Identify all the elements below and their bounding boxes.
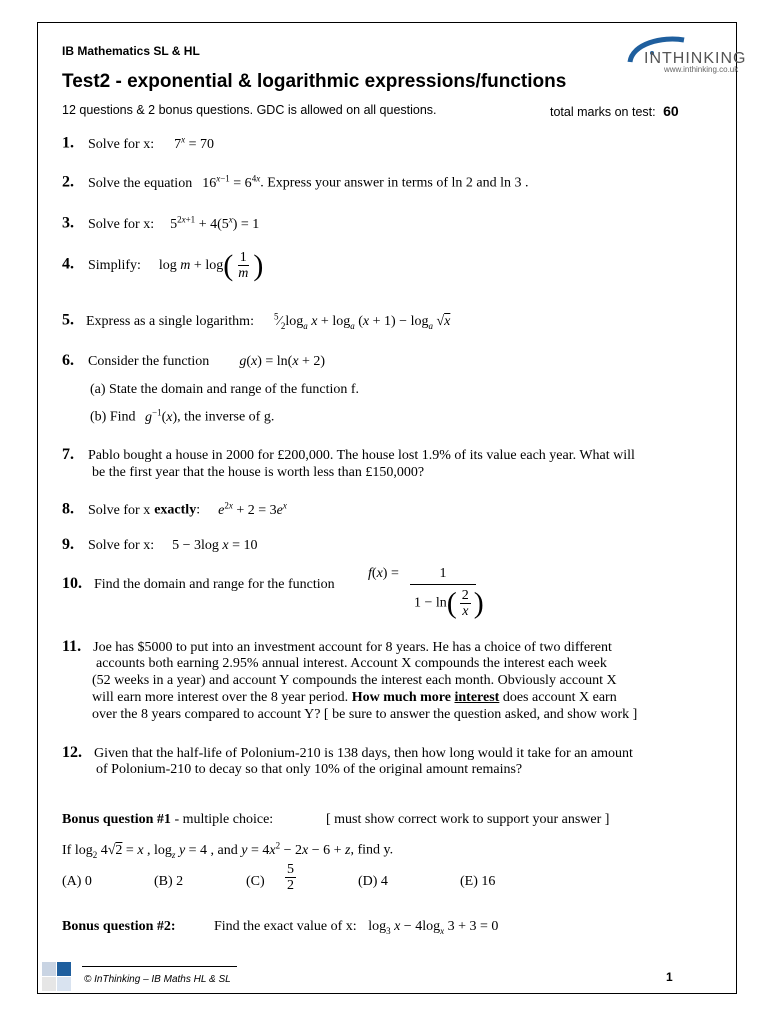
question-line: Given that the half-life of Polonium-210 is 138 days, then how long would it take for an amount: [94, 746, 633, 761]
question-11-line4: [92, 690, 617, 706]
option-d: (D) 4: [358, 874, 388, 889]
footer-text: © InThinking – IB Maths HL & SL: [84, 974, 231, 985]
bonus-1-find: , find y.: [350, 842, 394, 858]
option-c-frac: $\frac{5}{2}$: [287, 862, 294, 893]
option-e: (E) 16: [460, 874, 496, 889]
question-8: [62, 500, 287, 519]
course-label: IB Mathematics SL & HL: [62, 44, 200, 58]
question-math: $7^x = 70$: [174, 134, 215, 152]
question-number: 10.: [62, 575, 82, 592]
bonus-1-math: If $\log_2 4√2 = x$ , $\log_z y = 4$ , and $y = 4x^2 - 2x - 6 + z$: [62, 840, 351, 860]
question-number: 4.: [62, 255, 74, 273]
question-text: Solve for x:: [88, 538, 155, 553]
q11-emphasis-underline: interest: [454, 690, 500, 705]
question-9: [62, 536, 258, 554]
question-number: 1.: [62, 134, 74, 152]
question-text: Solve for x:: [88, 216, 155, 232]
bonus-1-question: [62, 840, 393, 859]
question-math: $5^{2x+1} + 4(5^x) = 1$: [170, 214, 260, 232]
marks-value: 60: [663, 103, 679, 119]
question-12-line2: of Polonium-210 to decay so that only 10% of the original amount remains?: [96, 762, 523, 777]
question-number: 11.: [62, 638, 82, 655]
marks-label: [550, 103, 679, 119]
q11-line4-text: will earn more interest over the 8 year period.: [92, 690, 349, 705]
question-5: [62, 311, 450, 330]
logo-text: INTHINKING: [644, 50, 747, 67]
question-math: log m + log( $\frac{1}{m}$ ): [158, 248, 264, 282]
question-text: Solve the equation: [88, 175, 193, 191]
bonus-1-note: [ must show correct work to support your answer ]: [326, 812, 610, 827]
question-11-line5: over the 8 years compared to account Y? [ be sure to answer the question asked, and show work ]: [92, 707, 638, 722]
bonus-1-label: Bonus question #1: [62, 812, 171, 827]
question-2: [62, 173, 528, 192]
question-11: [62, 638, 612, 656]
bonus-1-type: - multiple choice:: [170, 812, 274, 827]
page-title: Test2 - exponential & logarithmic expressions/functions: [62, 71, 567, 92]
question-number: 5.: [62, 311, 74, 329]
question-4: [62, 250, 263, 281]
bonus-2-label: [62, 919, 176, 935]
question-line: Joe has $5000 to put into an investment account for 8 years. He has a choice of two different: [93, 640, 612, 655]
question-emphasis: exactly: [154, 502, 197, 518]
question-6b: [90, 407, 274, 426]
question-6: [62, 352, 325, 370]
question-number: 7.: [62, 446, 74, 463]
subtitle: 12 questions & 2 bonus questions. GDC is allowed on all questions.: [62, 103, 437, 117]
question-math: $16^{x-1} = 6^{4x}$: [202, 173, 261, 191]
option-b: (B) 2: [154, 874, 184, 889]
q11-emphasis: How much more: [351, 690, 451, 705]
bonus-2-question: [214, 919, 498, 936]
question-10: [62, 575, 335, 593]
question-7: [62, 446, 635, 464]
question-number: 2.: [62, 173, 74, 191]
question-12: [62, 744, 633, 762]
footer-logo-squares: [42, 962, 74, 992]
option-a: (A) 0: [62, 874, 92, 889]
option-c: (C): [246, 874, 265, 889]
bonus-2-title: Bonus question #2:: [62, 919, 176, 934]
question-math: 5 − 3log x = 10: [172, 538, 258, 553]
question-math: $^5⁄_2\log_a$ $x + \log_a (x + 1) - \log_a √x$: [273, 311, 451, 331]
inthinking-logo: [622, 32, 747, 76]
bonus-1-heading: [62, 812, 273, 828]
question-11-line2: accounts both earning 2.95% annual interest. Account X compounds the interest each week: [96, 656, 607, 671]
question-number: 9.: [62, 536, 74, 553]
q10-frac-bar: [410, 584, 476, 585]
q11-line4-tail: does account X earn: [502, 690, 617, 705]
question-1: [62, 134, 214, 153]
question-text: Find the domain and range for the function: [94, 577, 335, 592]
bonus-2-text: Find the exact value of x:: [214, 919, 357, 934]
question-7-line2: be the first year that the house is worth less than £150,000?: [92, 465, 425, 480]
question-text: Consider the function: [88, 354, 210, 369]
question-line: Pablo bought a house in 2000 for £200,000. The house lost 1.9% of its value each year. What will: [88, 448, 635, 463]
question-6b-math: $g^{-1}(x)$: [145, 407, 178, 425]
question-number: 6.: [62, 352, 74, 369]
question-math: g(x) = ln(x + 2): [239, 354, 326, 369]
question-10-math: f(x) =: [368, 566, 399, 581]
question-text: Solve for x: [88, 502, 151, 518]
question-6a: (a) State the domain and range of the function f.: [90, 382, 360, 397]
logo-url: www.inthinking.co.uk: [664, 65, 739, 74]
bonus-2-math: $\log_3 x - 4\log_x$ 3 + 3 = 0: [368, 919, 499, 936]
question-number: 8.: [62, 500, 74, 518]
question-math: $e^{2x} + 2 = 3e^x$: [218, 500, 287, 518]
q10-frac-num: 1: [439, 566, 447, 581]
question-text: Simplify:: [88, 257, 141, 273]
q10-frac-den: 1 − ln( $\frac{2}{x}$ ): [414, 586, 484, 620]
question-colon: :: [196, 502, 201, 518]
question-3: [62, 214, 259, 233]
question-number: 12.: [62, 744, 82, 761]
question-6b-text: (b) Find: [90, 409, 136, 425]
question-6b-tail: , the inverse of g.: [177, 409, 275, 425]
question-text: Solve for x:: [88, 136, 155, 152]
question-text: Express as a single logarithm:: [86, 313, 254, 329]
question-number: 3.: [62, 214, 74, 232]
question-text-tail: . Express your answer in terms of ln 2 and ln 3 .: [260, 175, 529, 191]
question-11-line3: (52 weeks in a year) and account Y compounds the interest each month. Obviously account X: [92, 673, 617, 688]
page-number: 1: [666, 970, 673, 984]
footer-rule: [82, 966, 237, 967]
marks-label-text: total marks on test:: [550, 105, 656, 119]
